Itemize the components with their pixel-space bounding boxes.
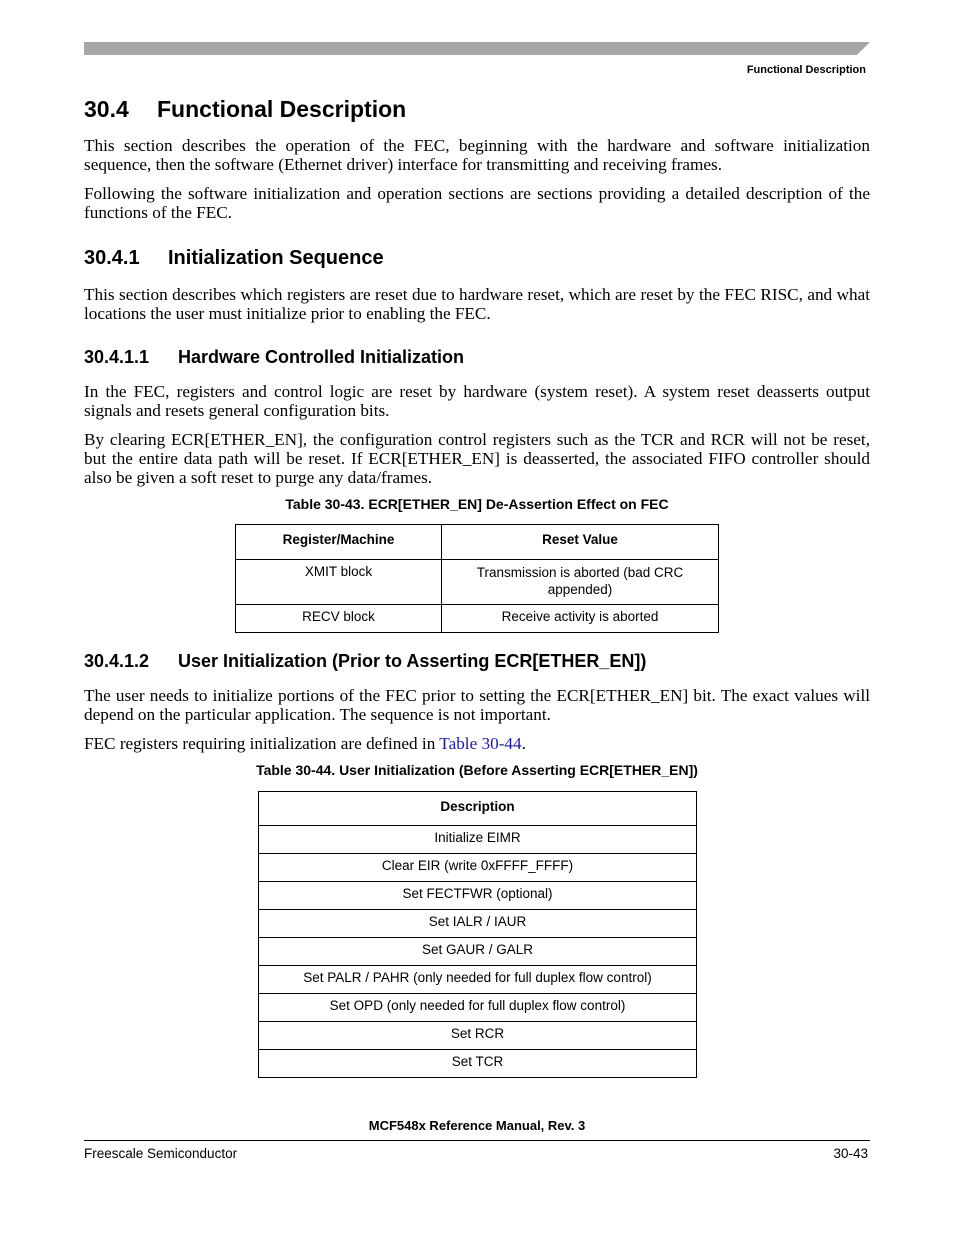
subsection-paragraph: This section describes which registers are reset due to hardware reset, which are reset by the FEC RISC, and what locations the user must initialize prior to enabling the FEC. [84, 285, 870, 323]
subsection-number: 30.4.1 [84, 247, 140, 269]
user-init-paragraph-1: The user needs to initialize portions of the FEC prior to setting the ECR[ETHER_EN] bit. The exact values will depend on the particular application. The sequence is not important. [84, 686, 870, 724]
table-44-cell: Set RCR [259, 1022, 697, 1050]
footer-title: MCF548x Reference Manual, Rev. 3 [368, 1118, 586, 1133]
table-44-cell: Set GAUR / GALR [259, 938, 697, 966]
table-44 [258, 791, 697, 1078]
table-43 [235, 524, 719, 633]
running-head: Functional Description [746, 64, 866, 76]
section-heading [84, 96, 406, 123]
hw-init-title: Hardware Controlled Initialization [178, 347, 465, 367]
table-44-cell: Set OPD (only needed for full duplex flow control) [259, 994, 697, 1022]
table-43-header-reset: Reset Value [442, 525, 719, 560]
table-44-header-description: Description [259, 792, 697, 826]
table-44-cell: Set IALR / IAUR [259, 910, 697, 938]
section-number: 30.4 [84, 96, 129, 122]
user-init-number: 30.4.1.2 [84, 651, 150, 671]
table-row [259, 910, 697, 938]
table-43-cell: Transmission is aborted (bad CRC appended) [442, 560, 719, 605]
section-title: Functional Description [157, 96, 407, 122]
page-number: 30-43 [833, 1146, 868, 1161]
table-row [259, 1050, 697, 1078]
table-44-cell: Set TCR [259, 1050, 697, 1078]
user-init-heading [84, 651, 646, 672]
table-44-header-row [259, 792, 697, 826]
table-44-cell: Set FECTFWR (optional) [259, 882, 697, 910]
table-row [259, 826, 697, 854]
hw-init-heading [84, 347, 464, 368]
table-row [259, 1022, 697, 1050]
user-init-paragraph-2 [84, 734, 870, 753]
header-bar-shape [84, 42, 870, 55]
table-43-cell: RECV block [236, 605, 442, 633]
table-44-cell: Set PALR / PAHR (only needed for full duplex flow control) [259, 966, 697, 994]
table-44-link[interactable]: Table 30-44 [439, 734, 522, 753]
hw-init-number: 30.4.1.1 [84, 347, 150, 367]
footer-company: Freescale Semiconductor [84, 1146, 238, 1161]
section-paragraph-2: Following the software initialization and operation sections are sections providing a detailed description of the functions of the FEC. [84, 184, 870, 222]
subsection-title: Initialization Sequence [168, 247, 384, 269]
user-init-title: User Initialization (Prior to Asserting ECR[ETHER_EN]) [178, 651, 647, 671]
subsection-heading [84, 247, 384, 270]
table-row [236, 605, 719, 633]
table-44-caption: Table 30-44. User Initialization (Before Asserting ECR[ETHER_EN]) [256, 762, 698, 778]
section-paragraph-1: This section describes the operation of the FEC, beginning with the hardware and software initialization sequence, then the software (Ethernet driver) interface for transmitting and receiving frames. [84, 136, 870, 174]
user-init-paragraph-2-suffix: . [521, 734, 526, 753]
table-43-cell: Receive activity is aborted [442, 605, 719, 633]
table-row [236, 560, 719, 605]
user-init-paragraph-2-prefix: FEC registers requiring initialization are defined in [84, 734, 440, 753]
table-43-cell: XMIT block [236, 560, 442, 605]
table-44-cell: Clear EIR (write 0xFFFF_FFFF) [259, 854, 697, 882]
table-row [259, 882, 697, 910]
hw-init-paragraph-2: By clearing ECR[ETHER_EN], the configuration control registers such as the TCR and RCR will not be reset, but the entire data path will be reset. If ECR[ETHER_EN] is deasserted, the associated FIFO controller should also be given a soft reset to purge any data/frames. [84, 430, 870, 487]
header-bar [84, 42, 870, 55]
table-44-cell: Initialize EIMR [259, 826, 697, 854]
table-43-header-register: Register/Machine [236, 525, 442, 560]
table-row [259, 994, 697, 1022]
table-43-caption: Table 30-43. ECR[ETHER_EN] De-Assertion Effect on FEC [285, 496, 669, 512]
table-row [259, 938, 697, 966]
table-row [259, 966, 697, 994]
hw-init-paragraph-1: In the FEC, registers and control logic are reset by hardware (system reset). A system reset deasserts output signals and resets general configuration bits. [84, 382, 870, 420]
table-43-header-row [236, 525, 719, 560]
footer-rule [84, 1140, 870, 1141]
table-row [259, 854, 697, 882]
